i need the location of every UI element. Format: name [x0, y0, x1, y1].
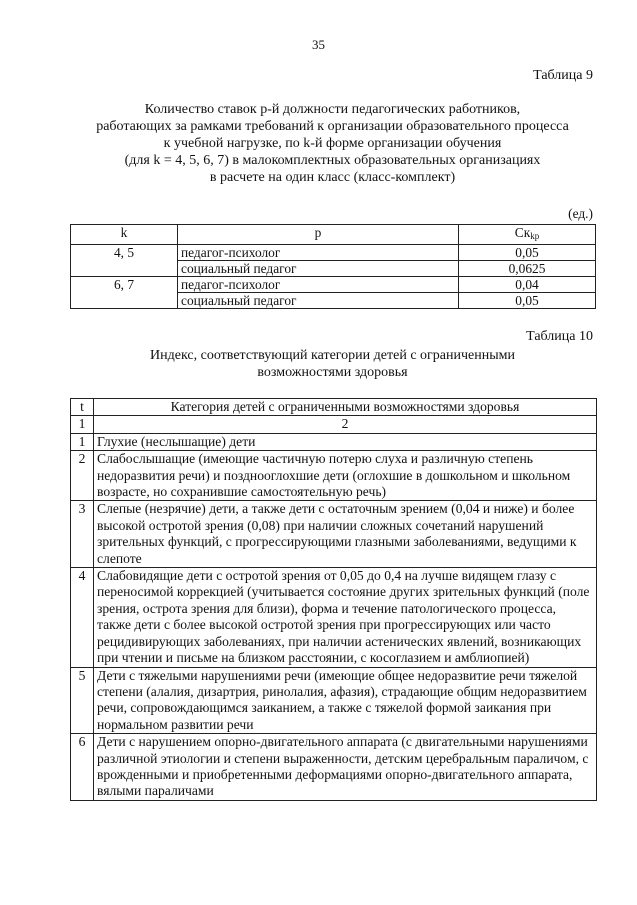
row-category: Слабовидящие дети с остротой зрения от 0,05 до 0,4 на лучше видящем глазу с переносимой коррекцией (учитывается состояние других зрительных функций (поле зрения, острота зрения для близи), форма и течение патологического процесса, также дети с более высокой остротой зрения при прогрессирующих или часто рецидивирующих заболеваниях, при наличии астенических явлений, возникающих при чтении и письме на близком расстоянии, с косоглазием и амблиопией)	[94, 568, 597, 667]
table-row	[71, 501, 597, 568]
column-number-row	[71, 416, 597, 433]
header-ck-sub: kp	[530, 231, 540, 241]
header-p: p	[178, 225, 459, 245]
row-t: 6	[71, 734, 94, 801]
table-header-row	[71, 225, 596, 245]
table-row	[71, 451, 597, 501]
table10-title	[70, 347, 595, 381]
table9	[70, 224, 596, 309]
row-category: Дети с тяжелыми нарушениями речи (имеющие общее недоразвитие речи тяжелой степени (алалия, дизартрия, ринолалия, афазия), страдающие общим недоразвитием речи, сопровождающимся заиканием, а также с тяжелой формой заикания при нормальном развитии речи	[94, 667, 597, 734]
column-number-2: 2	[94, 416, 597, 433]
row-t: 1	[71, 433, 94, 450]
table9-label: Таблица 9	[533, 68, 593, 83]
table-row	[71, 245, 596, 261]
table-row	[71, 433, 597, 450]
cell-value: 0,0625	[459, 261, 596, 277]
table-row	[71, 667, 597, 734]
cell-value: 0,05	[459, 245, 596, 261]
cell-k: 6, 7	[71, 277, 178, 309]
row-category: Слабослышащие (имеющие частичную потерю слуха и различную степень недоразвития речи) и позднооглохшие дети (оглохшие в дошкольном и школьном возрасте, но сохранившие самостоятельную речь)	[94, 451, 597, 501]
table-row	[71, 568, 597, 667]
table10-label: Таблица 10	[526, 329, 593, 344]
row-category: Слепые (незрячие) дети, а также дети с остаточным зрением (0,04 и ниже) и более высокой остротой зрения (0,08) при наличии сложных сочетаний нарушений зрительных функций, с прогрессирующими глазными заболеваниями, ведущими к слепоте	[94, 501, 597, 568]
header-ck-main: Ск	[514, 225, 531, 240]
cell-value: 0,05	[459, 293, 596, 309]
table10-title-line: Индекс, соответствующий категории детей с ограниченными	[150, 348, 515, 363]
table-row	[71, 277, 596, 293]
header-t: t	[71, 399, 94, 416]
row-category: Глухие (неслышащие) дети	[94, 433, 597, 450]
table9-title-line: Количество ставок р-й должности педагогических работников,	[144, 102, 521, 117]
header-ck	[459, 225, 596, 245]
row-t: 5	[71, 667, 94, 734]
table-row	[71, 734, 597, 801]
cell-p: социальный педагог	[178, 293, 459, 309]
row-t: 4	[71, 568, 94, 667]
table9-title-line: в расчете на один класс (класс-комплект)	[209, 170, 456, 185]
row-t: 2	[71, 451, 94, 501]
cell-p: социальный педагог	[178, 261, 459, 277]
table9-title	[70, 101, 595, 186]
row-t: 3	[71, 501, 94, 568]
header-category: Категория детей с ограниченными возможностями здоровья	[94, 399, 597, 416]
row-category: Дети с нарушением опорно-двигательного аппарата (с двигательными нарушениями различной этиологии и степени выраженности, детским церебральным параличом, с врожденными и приобретенными деформациями опорно-двигательного аппарата, вялыми параличами	[94, 734, 597, 801]
page-number: 35	[312, 37, 325, 52]
table10-title-line: возможностями здоровья	[257, 365, 408, 380]
header-k: k	[71, 225, 178, 245]
cell-p: педагог-психолог	[178, 277, 459, 293]
table-header-row	[71, 399, 597, 416]
column-number-1: 1	[71, 416, 94, 433]
table9-units: (ед.)	[568, 206, 593, 221]
table9-title-line: к учебной нагрузке, по k-й форме организации обучения	[163, 136, 502, 151]
table9-title-line: (для k = 4, 5, 6, 7) в малокомплектных образовательных организациях	[124, 153, 541, 168]
cell-p: педагог-психолог	[178, 245, 459, 261]
cell-value: 0,04	[459, 277, 596, 293]
table10	[70, 398, 597, 801]
cell-k: 4, 5	[71, 245, 178, 277]
table9-title-line: работающих за рамками требований к организации образовательного процесса	[96, 119, 569, 134]
